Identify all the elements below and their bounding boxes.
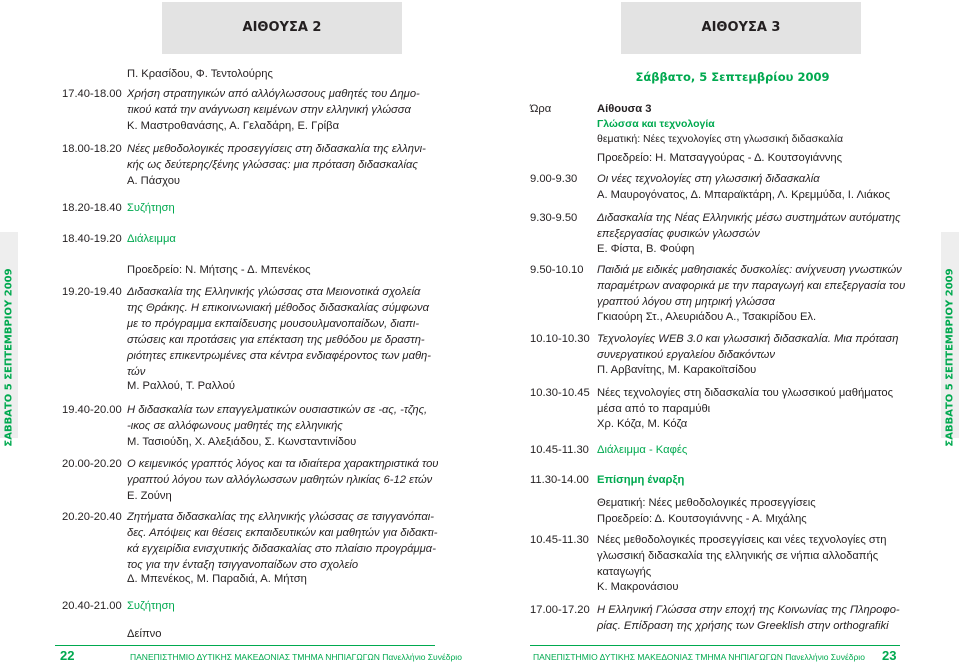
session-chairs: Προεδρείο: Η. Ματσαγγούρας - Δ. Κουτσογιάννης [597,152,843,164]
talk-authors: Κ. Μαστροθανάσης, Α. Γελαδάρη, Ε. Γρίβα [127,120,340,132]
room-label: Αίθουσα 3 [597,103,652,115]
talk-title-line: γραπτού λόγου των αλλόγλωσσων μαθητών ηλικίας 6-12 ετών [127,474,433,486]
talk-title-line: Νέες τεχνολογίες στη διδασκαλία του γλωσσικού μαθήματος [597,387,894,399]
talk-authors: Μ. Ραλλού, Τ. Ραλλού [127,380,235,392]
talk-title-line: Παιδιά με ειδικές μαθησιακές δυσκολίες: ανίχνευση γνωστικών [597,264,902,276]
talk-title-line: καταγωγής [597,566,652,578]
time-slot: 9.50-10.10 [530,264,584,276]
right-side-label: ΣΑΒΒΑΤΟ 5 ΣΕΠΤΕΜΒΡΙΟΥ 2009 [944,267,956,447]
left-side-label: ΣΑΒΒΑΤΟ 5 ΣΕΠΤΕΜΒΡΙΟΥ 2009 [3,267,15,447]
talk-title-line: κής ως δεύτερης/ξένης γλώσσας: μια πρόταση διδασκαλίας [127,159,418,171]
time-slot: 18.20-18.40 [62,202,122,214]
talk-title-line: επεξεργασίας φυσικών γλωσσών [597,228,760,240]
talk-authors: Χρ. Κόζα, Μ. Κόζα [597,418,688,430]
talk-authors: Ε. Ζούνη [127,490,172,502]
talk-title-line: -ικος σε αλλόφωνους μαθητές της ελληνικής [127,420,343,432]
session-theme: Θεματική: Νέες μεθοδολογικές προσεγγίσεις [597,497,816,509]
discussion-label: Συζήτηση [127,600,175,612]
talk-title-line: Διδασκαλία της Ελληνικής γλώσσας στα Μειονοτικά σχολεία [127,286,421,298]
talk-title-line: κά εγχειρίδια ενισχυτικής διδασκαλίας στο πλαίσιο προγράμμα- [127,543,436,555]
talk-authors: Γκιαούρη Στ., Αλευριάδου Α., Τσακιρίδου Ελ. [597,311,817,323]
time-slot: 18.00-18.20 [62,143,122,155]
talk-title-line: με το πρόγραμμα εκπαίδευσης μουσουλμανοπαίδων, διαπι- [127,318,420,330]
room-3-header [621,2,861,54]
talk-title-line: Ζητήματα διδασκαλίας της ελληνικής γλώσσας σε τσιγγανόπαι- [127,511,434,523]
session-chairs: Προεδρείο: Δ. Κουτσογιάννης - Α. Μιχάλης [597,513,807,525]
time-slot: 11.30-14.00 [530,474,589,486]
time-slot: 20.40-21.00 [62,600,122,612]
right-page-number: 23 [882,648,897,663]
time-slot: 20.20-20.40 [62,511,122,523]
talk-title-line: Νέες μεθοδολογικές προσεγγίσεις στη διδασκαλία της ελληνι- [127,143,426,155]
time-slot: 19.40-20.00 [62,404,122,416]
talk-title-line: ριότητες επικεντρωμένες στα κέντρα ενδιαφέροντος των μαθη- [127,350,431,362]
time-slot: 19.20-19.40 [62,286,122,298]
talk-title-line: Η Ελληνική Γλώσσα στην εποχή της Κοινωνίας της Πληροφο- [597,604,900,616]
dinner-label: Δείπνο [127,628,162,640]
talk-title-line: τών [127,366,146,378]
right-footer-rule [530,645,900,646]
time-slot: 10.30-10.45 [530,387,590,399]
talk-title-line: στώσεις και προτάσεις για επέκταση της μεθόδου με δραστη- [127,334,425,346]
talk-title-line: μέσα από το παραμύθι [597,403,711,415]
time-slot: 9.00-9.30 [530,173,578,185]
room-3-title: ΑΙΘΟΥΣΑ 3 [701,20,781,35]
time-slot: 20.00-20.20 [62,458,122,470]
left-footer-rule [55,645,435,646]
talk-title-line: γραπτού λόγου στη μητρική γλώσσα [597,296,775,308]
talk-title-line: Χρήση στρατηγικών από αλλόγλωσσους μαθητές του Δημο- [127,88,420,100]
talk-title-line: τικού κατά την ανάγνωση κειμένων στην ελληνική γλώσσα [127,104,411,116]
day-title: Σάββατο, 5 Σεπτεμβρίου 2009 [635,70,830,84]
talk-title-line: Οι νέες τεχνολογίες στη γλωσσική διδασκαλία [597,173,820,185]
coffee-break-label: Διάλειμμα - Καφές [597,444,688,456]
talk-title-line: γλωσσική διδασκαλία της ελληνικής σε νήπια αλλοδαπής [597,550,879,562]
time-slot: 10.45-11.30 [530,534,589,546]
time-column-header: Ώρα [530,103,552,115]
talk-authors: Κ. Μακρονάσιου [597,581,679,593]
talk-title-line: Η διδασκαλία των επαγγελματικών ουσιαστικών σε -ας, -τζης, [127,404,428,416]
left-chairs-1: Π. Κρασίδου, Φ. Τεντολούρης [127,68,273,80]
time-slot: 10.45-11.30 [530,444,589,456]
talk-authors: Μ. Τασιούδη, Χ. Αλεξιάδου, Σ. Κωνσταντινίδου [127,436,357,448]
talk-authors: Ε. Φίστα, Β. Φούφη [597,243,695,255]
opening-label: Επίσημη έναρξη [597,474,685,486]
time-slot: 9.30-9.50 [530,212,578,224]
talk-title-line: Τεχνολογίες WEB 3.0 και γλωσσική διδασκαλία. Μια πρόταση [597,333,899,345]
session-title: Γλώσσα και τεχνολογία [597,118,715,130]
talk-title-line: δες. Απόψεις και θέσεις εκπαιδευτικών και μαθητών για διδακτι- [127,527,438,539]
talk-title-line: Νέες μεθοδολογικές προσεγγίσεις και νέες τεχνολογίες στη [597,534,887,546]
discussion-label: Συζήτηση [127,202,175,214]
left-chairs-2: Προεδρείο: Ν. Μήτσης - Δ. Μπενέκος [127,264,311,276]
talk-title-line: Ο κειμενικός γραπτός λόγος και τα ιδιαίτερα χαρακτηριστικά του [127,458,439,470]
left-page-number: 22 [60,648,75,663]
time-slot: 17.40-18.00 [62,88,122,100]
talk-authors: Α. Μαυρογόνατος, Δ. Μπαραϊκτάρη, Λ. Κρεμμύδα, Ι. Λιάκος [597,189,891,201]
session-theme: θεματική: Νέες τεχνολογίες στη γλωσσική διδασκαλία [597,133,844,145]
room-2-header [162,2,402,54]
talk-authors: Π. Αρβανίτης, Μ. Καρακοϊτσίδου [597,364,757,376]
left-footer: ΠΑΝΕΠΙΣΤΗΜΙΟ ΔΥΤΙΚΗΣ ΜΑΚΕΔΟΝΙΑΣ ΤΜΗΜΑ ΝΗΠΙΑΓΩΓΩΝ Πανελλήνιο Συνέδριο [130,652,462,662]
talk-authors: Δ. Μπενέκος, Μ. Παραδιά, Α. Μήτση [127,573,307,585]
time-slot: 17.00-17.20 [530,604,590,616]
right-footer: ΠΑΝΕΠΙΣΤΗΜΙΟ ΔΥΤΙΚΗΣ ΜΑΚΕΔΟΝΙΑΣ ΤΜΗΜΑ ΝΗΠΙΑΓΩΓΩΝ Πανελλήνιο Συνέδριο [533,652,865,662]
talk-title-line: συνεργατικού εργαλείου διδακόντων [597,349,775,361]
talk-title-line: Διδασκαλία της Νέας Ελληνικής μέσω συστημάτων αυτόματης [597,212,901,224]
time-slot: 18.40-19.20 [62,233,122,245]
time-slot: 10.10-10.30 [530,333,590,345]
talk-title-line: ρίας. Επίδραση της χρήσης των Greeklish στην orthografiki [597,620,889,632]
room-2-title: ΑΙΘΟΥΣΑ 2 [242,20,322,35]
talk-authors: Α. Πάσχου [127,175,181,187]
talk-title-line: της Θράκης. Η επικοινωνιακή μέθοδος διδασκαλίας σύμφωνα [127,302,429,314]
break-label: Διάλειμμα [127,233,176,245]
talk-title-line: τος για την ένταξη τσιγγανοπαίδων στο σχολείο [127,559,359,571]
talk-title-line: παραμέτρων αναφορικά με την παραγωγή και επεξεργασία του [597,280,906,292]
